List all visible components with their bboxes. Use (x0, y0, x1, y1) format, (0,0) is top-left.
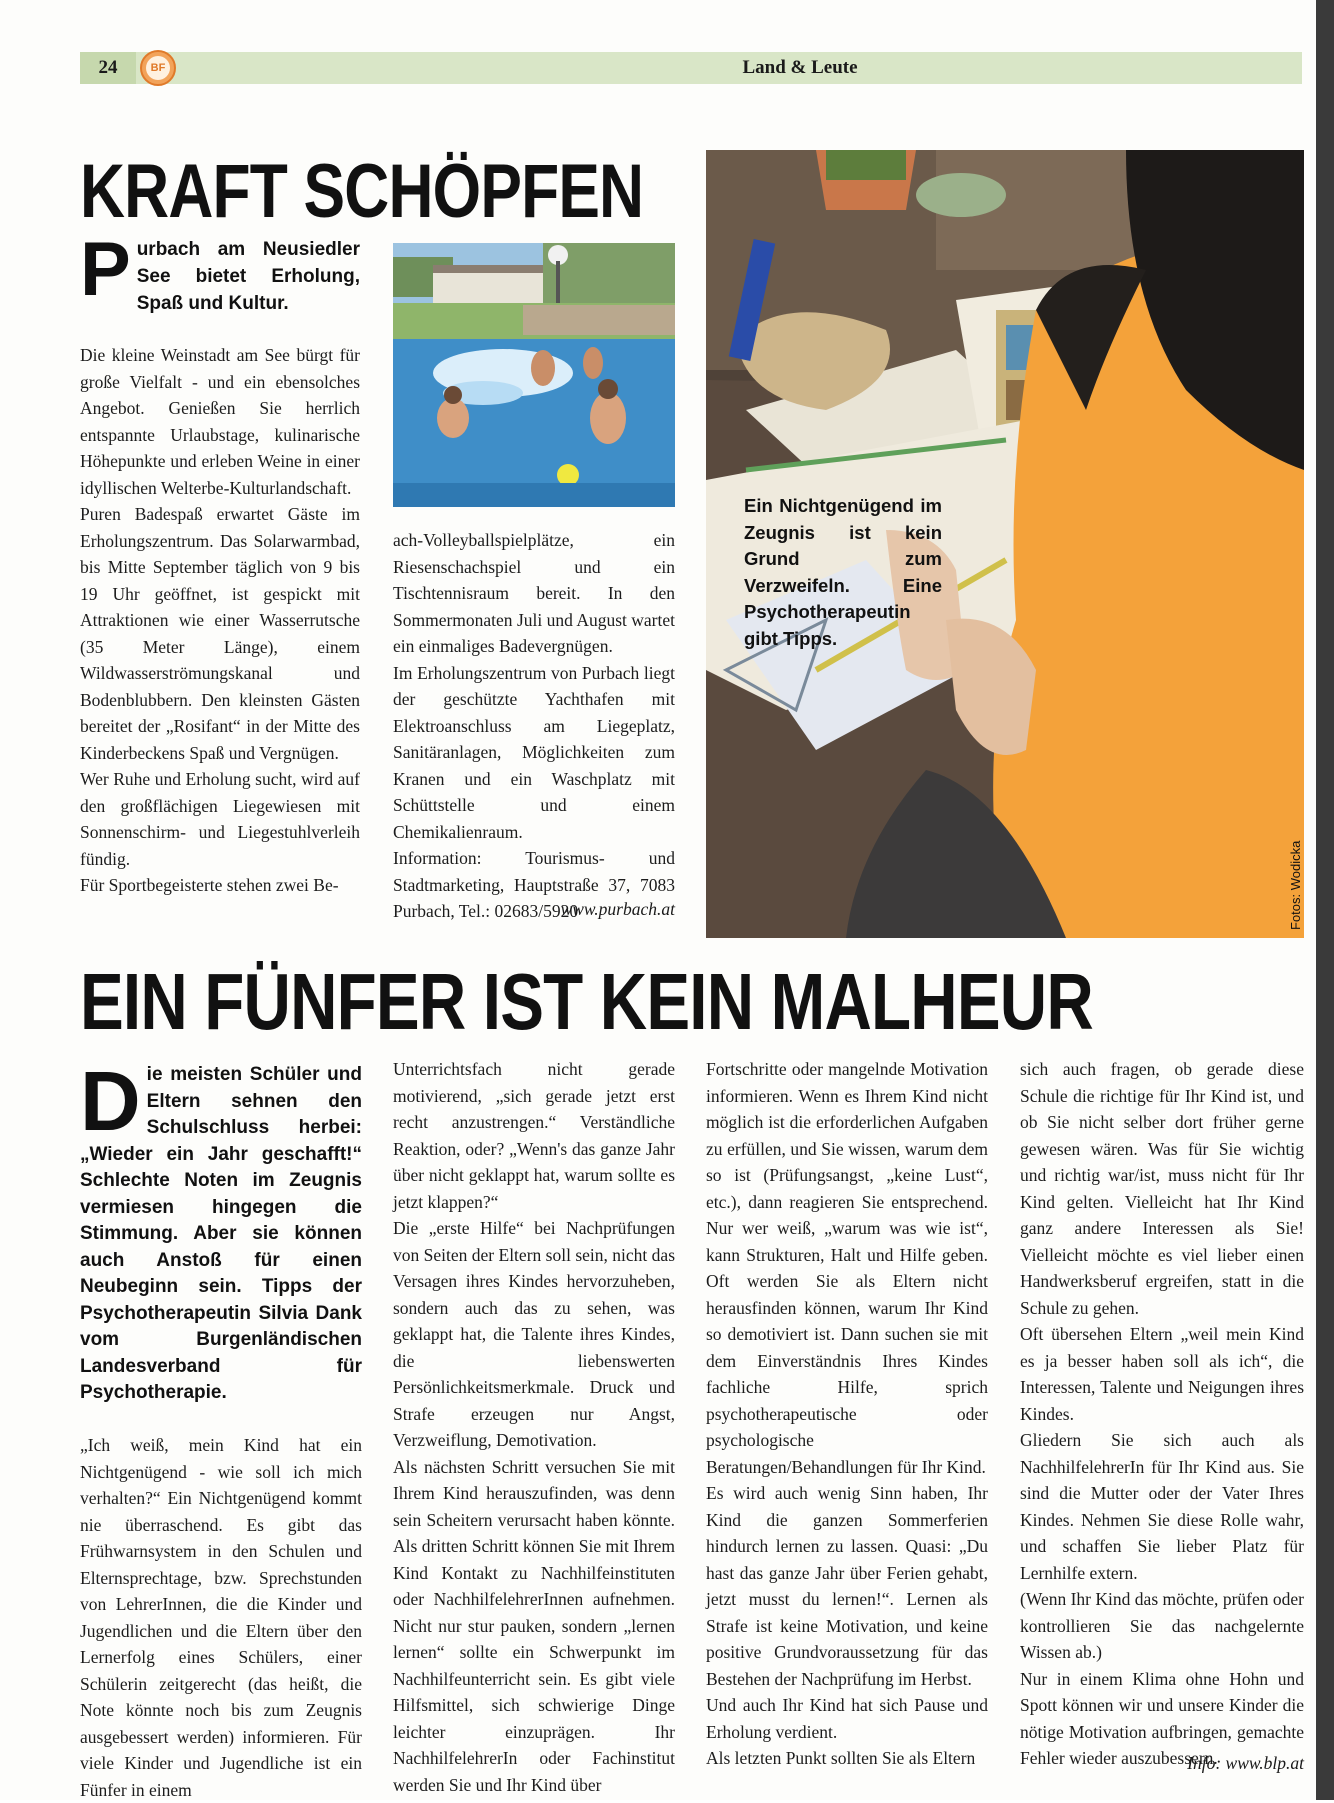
article2-dropcap: D (80, 1054, 141, 1148)
article2-column-3 (706, 1056, 988, 1772)
page-gutter-shadow (1316, 0, 1334, 1800)
paragraph: Im Erholungszentrum von Purbach liegt der geschützte Yachthafen mit Elektroanschluss am Liegeplatz, Sanitäranlagen, Möglichkeiten zum Kranen und ein Waschplatz mit Schüttstelle und einem Chemikalienraum. (393, 662, 675, 842)
article2-column-2 (393, 1056, 675, 1798)
paragraph: Information: Tourismus- und Stadtmarketing, Hauptstraße 37, 7083 Purbach, Tel.: 02683/5920 (393, 848, 675, 921)
section-title: Land & Leute (742, 57, 858, 78)
photo-caption: Ein Nichtgenügend im Zeugnis ist kein Grund zum Verzweifeln. Eine Psychotherapeutin gibt Tipps. (744, 495, 942, 649)
paragraph: Die „erste Hilfe“ bei Nachprüfungen von Seiten der Eltern soll sein, nicht das Versagen ihres Kindes hervorzuheben, sondern auch das zu sehen, was geklappt hat, die Talente ihres Kindes, die liebenswerten Persönlichkeitsmerkmale. Druck und Strafe erzeugen nur Angst, Verzweiflung, Demotivation. (393, 1218, 675, 1450)
article1-column-1 (80, 342, 360, 899)
article1-url[interactable]: www.purbach.at (560, 899, 675, 919)
paragraph: Nur in einem Klima ohne Hohn und Spott können wir und unsere Kinder die nötige Motivation aufbringen, gemachte Fehler wieder auszubessern. (1020, 1668, 1304, 1768)
paragraph: Und auch Ihr Kind hat sich Pause und Erholung verdient. (706, 1695, 988, 1742)
photo-credit: Fotos: Wodicka (1288, 840, 1303, 930)
article1-lead (80, 227, 360, 317)
article1-dropcap: P (80, 227, 131, 312)
page-number: 24 (80, 52, 136, 84)
article2-lead (80, 1054, 362, 1407)
paragraph: Wer Ruhe und Erholung sucht, wird auf den großflächigen Liegewiesen mit Sonnenschirm- und Liegestuhlverleih fündig. (80, 769, 360, 869)
article2-info-url[interactable]: Info: www.blp.at (1187, 1753, 1304, 1773)
magazine-logo (140, 50, 176, 86)
paragraph: Gliedern Sie sich auch als NachhilfelehrerIn für Ihr Kind aus. Sie sind die Mutter oder der Vater Ihres Kindes. Nehmen Sie diese Rolle wahr, und schaffen Sie lieber Platz für Lernhilfe extern. (1020, 1430, 1304, 1583)
paragraph: (Wenn Ihr Kind das möchte, prüfen oder kontrollieren Sie das nachgelernte Wissen ab.) (1020, 1589, 1304, 1662)
article2-headline: EIN FÜNFER IST KEIN MALHEUR (80, 957, 1093, 1046)
logo-text: BF (146, 56, 170, 80)
paragraph: Für Sportbegeisterte stehen zwei Be- (80, 875, 339, 895)
paragraph: Als nächsten Schritt versuchen Sie mit Ihrem Kind herauszufinden, was denn sein Scheitern verursacht haben könnte. Als dritten Schritt können Sie mit Ihrem Kind Kontakt zu Nachhilfeinstituten oder NachhilfelehrerInnen aufnehmen. Nicht nur stur pauken, sondern „lernen lernen“ sollte ein Schwerpunkt im Nachhilfeunterricht sein. Es gibt viele Hilfsmittel, sich schwierige Dinge leichter einzuprägen. Ihr NachhilfelehrerIn oder Fachinstitut werden Sie und Ihr Kind über (393, 1456, 675, 1795)
paragraph: „Ich weiß, mein Kind hat ein Nichtgenügend - wie soll ich mich verhalten?“ Ein Nichtgenügend kommt nie überraschend. Es gibt das Frühwarnsystem in den Schulen und Elternsprechtage, bzw. Sprechstunden von LehrerInnen, die die Kinder und Jugendlichen und die Eltern über den Lernerfolg eines Schülers, einer Schülerin zeitgerecht (das heißt, die Note könnte noch bis zum Zeugnis ausgebessert werden) informieren. Für viele Kinder und Jugendliche ist ein Fünfer in einem (80, 1435, 362, 1800)
article1-lead-text: urbach am Neusiedler See bietet Erholung, Spaß und Kultur. (136, 239, 360, 314)
paragraph: Die kleine Weinstadt am See bürgt für große Vielfalt - und ein ebensolches Angebot. Genießen Sie herrlich entspannte Urlaubstage, kulinarische Höhepunkte und erleben Weine in einer idyllischen Welterbe-Kulturlandschaft. (80, 345, 360, 498)
paragraph: sich auch fragen, ob gerade diese Schule die richtige für Ihr Kind ist, und ob Sie nicht selber dort früher gerne gewesen wären. Was für Sie wichtig und richtig war/ist, muss nicht für Ihr Kind gelten. Vielleicht hat Ihr Kind ganz andere Interessen als Sie! Vielleicht möchte es viel lieber einen Handwerksberuf ergreifen, statt in die Schule zu gehen. (1020, 1059, 1304, 1318)
paragraph: Unterrichtsfach nicht gerade motivierend, „sich gerade jetzt erst recht anzustrengen.“ Verständliche Reaktion, oder? „Wenn's das ganze Jahr über nicht geklappt hat, warum sollte es jetzt klappen?“ (393, 1059, 675, 1212)
paragraph: Es wird auch wenig Sinn haben, Ihr Kind die ganzen Sommerferien hindurch lernen zu lassen. Quasi: „Du hast das ganze Jahr über Ferien gehabt, jetzt musst du lernen!“. Lernen als Strafe ist keine Motivation, und keine positive Grundvoraussetzung für das Bestehen der Nachprüfung im Herbst. (706, 1483, 988, 1689)
paragraph: Puren Badespaß erwartet Gäste im Erholungszentrum. Das Solarwarmbad, bis Mitte September täglich von 9 bis 19 Uhr geöffnet, ist gespickt mit Attraktionen wie einer Wasserrutsche (35 Meter Länge), einem Wildwasserströmungskanal und Bodenblubbern. Den kleinsten Gästen bereitet der „Rosifant“ in der Mitte des Kinderbeckens Spaß und Vergnügen. (80, 504, 360, 763)
paragraph: Oft übersehen Eltern „weil mein Kind es ja besser haben soll als ich“, die Interessen, Talente und Neigungen ihres Kindes. (1020, 1324, 1304, 1424)
paragraph: Als letzten Punkt sollten Sie als Eltern (706, 1748, 976, 1768)
pool-photo (393, 243, 675, 507)
article2-column-1 (80, 1432, 362, 1803)
article2-lead-text: ie meisten Schüler und Eltern sehnen den Schulschluss herbei: „Wieder ein Jahr geschafft!“ Schlechte Noten im Zeugnis vermiesen hingegen die Stimmung. Aber sie können auch Anstoß für einen Neubeginn sein. Tipps der Psychotherapeutin Silvia Dank vom Burgenländischen Landesverband für Psychotherapie. (80, 1064, 362, 1403)
pool-photo-illustration (393, 243, 675, 507)
article1-column-2 (393, 527, 675, 925)
paragraph: Fortschritte oder mangelnde Motivation informieren. Wenn es Ihrem Kind nicht möglich ist die erforderlichen Aufgaben zu erfüllen, und Sie wissen, warum dem so ist (Prüfungsangst, „keine Lust“, etc.), dann reagieren Sie entsprechend. Nur wer weiß, „warum was wie ist“, kann Strukturen, Halt und Hilfe geben. Oft werden Sie als Eltern nicht herausfinden können, warum Ihr Kind so demotiviert ist. Dann suchen sie mit dem Einverständnis Ihres Kindes fachliche Hilfe, sprich psychotherapeutische oder psychologische Beratungen/Behandlungen für Ihr Kind. (706, 1059, 988, 1477)
paragraph: ach-Volleyballspielplätze, ein Riesenschachspiel und ein Tischtennisraum bereit. In den Sommermonaten Juli und August wartet ein einmaliges Badevergnügen. (393, 530, 675, 656)
article2-column-4 (1020, 1056, 1304, 1772)
article1-headline: KRAFT SCHÖPFEN (80, 149, 644, 234)
